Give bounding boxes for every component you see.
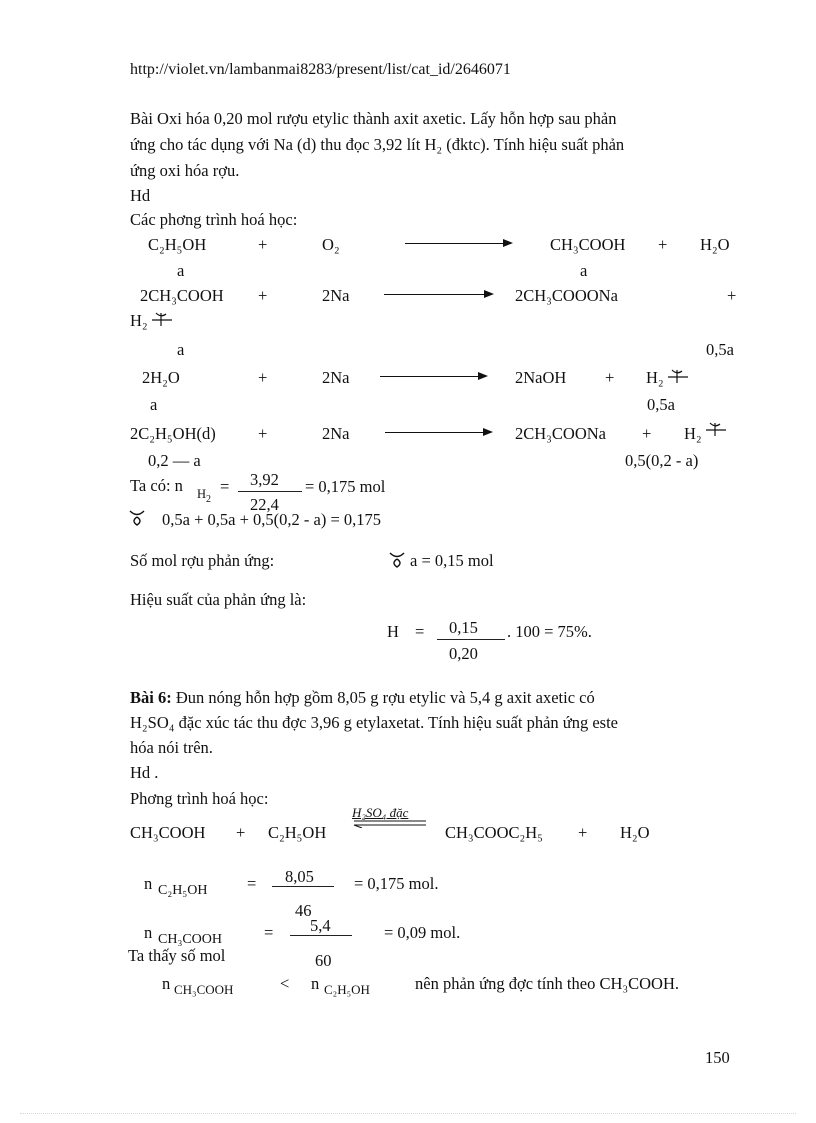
cmp-n2: n (311, 974, 320, 993)
bai6-catalyst: H₂SO₄ đặc (352, 805, 409, 820)
so-mol-label: Số mol rợu phản ứng: (130, 551, 275, 570)
n1-equals: = (247, 874, 257, 893)
bai6-title: Bài 6: (130, 688, 172, 707)
eq1-product: CH₃COOH (550, 235, 626, 254)
eq1-reactant: C₂H₅OH (148, 235, 207, 254)
eq1-arrow (405, 243, 511, 244)
bai6-line-3: hóa nói trên. (130, 738, 213, 757)
h-denominator: 0,20 (449, 644, 478, 663)
gas-arrow-icon (666, 367, 690, 385)
n2-result: = 0,09 mol. (384, 923, 461, 942)
cmp-n1: n (162, 974, 171, 993)
h-fraction-bar (437, 639, 505, 640)
hd-label: Hd (130, 186, 151, 205)
n1-numerator: 8,05 (285, 867, 314, 886)
eq3-product: 2NaOH (515, 368, 567, 387)
cmp-n2-sub: C₂H₅OH (324, 982, 370, 997)
eq1-coef-right: a (580, 261, 588, 280)
bai6-eq-product: CH₃COOC₂H₅ (445, 823, 543, 842)
so-mol-result: a = 0,15 mol (410, 551, 494, 570)
eq3-coef-left: a (150, 395, 158, 414)
eq2-product: 2CH₃COOONa (515, 286, 618, 305)
bai6-hd-label: Hd . (130, 763, 159, 782)
page-number: 150 (705, 1048, 730, 1067)
n1-denominator: 46 (295, 901, 312, 920)
problem-text-line-1: Bài Oxi hóa 0,20 mol rượu etylic thành axit axetic. Lấy hỗn hợp sau phản (130, 109, 617, 128)
h-label: H (387, 622, 399, 641)
eq3-reagent: 2Na (322, 368, 350, 387)
eq2-reagent: 2Na (322, 286, 350, 305)
n2-denominator: 60 (315, 951, 332, 970)
bai6-eq-plus: + (236, 823, 246, 842)
bai6-line-1-text: Đun nóng hỗn hợp gồm 8,05 g rợu etylic và 5,4 g axit axetic có (171, 688, 595, 707)
cmp-conclusion: nên phản ứng đợc tính theo CH₃COOH. (415, 974, 680, 993)
header-url: http://violet.vn/lambanmai8283/present/list/cat_id/2646071 (130, 61, 511, 78)
cmp-less-than: < (280, 974, 290, 993)
n1-sub: C₂H₅OH (158, 883, 208, 898)
taco-sub (197, 487, 212, 505)
hieu-suat-label: Hiệu suất của phản ứng là: (130, 590, 307, 609)
eq4-plus: + (258, 424, 268, 443)
eq4-plus-2: + (642, 424, 652, 443)
implies-icon (388, 551, 406, 569)
cmp-n1-sub: CH₃COOH (174, 982, 234, 997)
eq4-coef-left: 0,2 — a (148, 451, 201, 470)
eq1-reagent: O₂ (322, 235, 340, 254)
eq4-product: 2CH₃COONa (515, 424, 606, 443)
problem-text-line-3: ứng oxi hóa rợu. (130, 161, 240, 180)
sum-equation: 0,5a + 0,5a + 0,5(0,2 - a) = 0,175 (162, 510, 381, 529)
n2-numerator: 5,4 (310, 916, 331, 935)
n2-equals: = (264, 923, 274, 942)
taco-result: = 0,175 mol (305, 477, 386, 496)
eq1-plus: + (258, 235, 268, 254)
taco-numerator: 3,92 (250, 470, 279, 489)
equations-intro: Các phơng trình hoá học: (130, 210, 298, 229)
thay-label: Ta thấy số mol (128, 946, 226, 965)
bai6-eq-water: H₂O (620, 823, 650, 842)
gas-arrow-icon (150, 310, 174, 328)
taco-sub-number: 2 (206, 494, 212, 505)
taco-equals: = (220, 477, 230, 496)
eq2-reactant: 2CH₃COOH (140, 286, 224, 305)
equilibrium-arrow-icon (352, 818, 428, 828)
n2-label: n (144, 923, 153, 942)
taco-fraction-bar (238, 491, 302, 492)
bai6-eq-reagent: C₂H₅OH (268, 823, 327, 842)
h-numerator: 0,15 (449, 618, 478, 637)
n1-result: = 0,175 mol. (354, 874, 439, 893)
eq2-coef-left: a (177, 340, 185, 359)
eq4-hydrogen: H₂ (684, 424, 702, 443)
eq4-coef-right: 0,5(0,2 - a) (625, 451, 699, 470)
h-equals: = (415, 622, 425, 641)
eq4-arrow (385, 432, 491, 433)
eq2-arrow (384, 294, 492, 295)
bai6-line-1 (130, 690, 595, 707)
eq3-arrow (380, 376, 486, 377)
eq3-plus-2: + (605, 368, 615, 387)
taco-denominator: 22,4 (250, 495, 279, 514)
eq2-plus: + (258, 286, 268, 305)
bai6-line-2: H₂SO₄ đặc xúc tác thu đợc 3,96 g etylaxetat. Tính hiệu suất phản ứng este (130, 713, 618, 732)
bai6-eq-reactant: CH₃COOH (130, 823, 206, 842)
bai6-eq-plus-2: + (578, 823, 588, 842)
eq1-plus-2: + (658, 235, 668, 254)
eq3-coef-right: 0,5a (647, 395, 675, 414)
eq2-hydrogen: H₂ (130, 311, 148, 330)
n2-sub: CH₃COOH (158, 932, 222, 947)
implies-icon (128, 509, 146, 527)
page-bottom-divider (20, 1113, 796, 1114)
eq4-reactant: 2C₂H₅OH(d) (130, 424, 216, 443)
eq1-coef-left: a (177, 261, 185, 280)
eq3-hydrogen: H₂ (646, 368, 664, 387)
gas-arrow-icon (704, 420, 728, 438)
eq2-plus-2: + (727, 286, 737, 305)
eq3-reactant: 2H₂O (142, 368, 180, 387)
taco-label: Ta có: n (130, 476, 183, 495)
n2-fraction-bar (290, 935, 352, 936)
bai6-equations-intro: Phơng trình hoá học: (130, 789, 269, 808)
eq2-coef-right: 0,5a (706, 340, 734, 359)
eq4-reagent: 2Na (322, 424, 350, 443)
problem-text-line-2: ứng cho tác dụng với Na (d) thu đọc 3,92 lít H₂ (đktc). Tính hiệu suất phản (130, 135, 625, 154)
n1-fraction-bar (272, 886, 334, 887)
h-result: . 100 = 75%. (507, 622, 592, 641)
eq3-plus: + (258, 368, 268, 387)
eq1-water: H₂O (700, 235, 730, 254)
taco-sub-letter: H (197, 487, 207, 501)
n1-label: n (144, 874, 153, 893)
